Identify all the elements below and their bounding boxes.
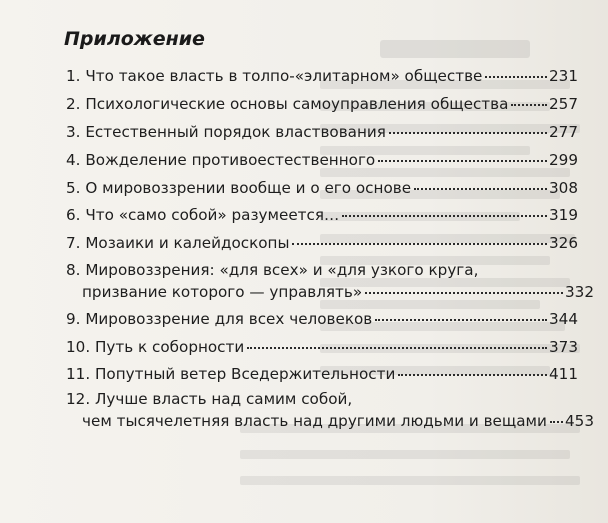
toc-item [66, 121, 578, 143]
dot-leader [414, 188, 547, 190]
toc-title: чем тысячелетняя власть над другими людьми и вещами [82, 412, 547, 430]
dot-leader [292, 243, 547, 245]
toc-title: Что такое власть в толпо-«элитарном» обществе [85, 67, 483, 85]
toc-item [66, 149, 578, 171]
toc-title: Мировоззрение для всех человеков [85, 310, 373, 328]
toc-title: Что «само собой» разумеется… [85, 206, 340, 224]
toc-title: Вожделение противоестественного [85, 151, 376, 169]
toc-item [66, 65, 578, 87]
toc-number: 1. [66, 67, 81, 85]
toc-item [66, 93, 578, 115]
toc-item [66, 308, 578, 330]
toc-page-number: 411 [549, 365, 578, 383]
toc-page-number: 308 [549, 179, 578, 197]
toc-number: 5. [66, 179, 81, 197]
toc-title: Путь к соборности [94, 338, 245, 356]
dot-leader [511, 104, 547, 106]
toc-number: 2. [66, 95, 81, 113]
toc-page-number: 453 [565, 412, 594, 430]
toc-number: 9. [66, 310, 81, 328]
dot-leader [342, 215, 547, 217]
dot-leader [375, 319, 547, 321]
toc-page-number: 231 [549, 67, 578, 85]
toc-item [66, 363, 578, 385]
toc-page-number: 344 [549, 310, 578, 328]
toc-title: О мировоззрении вообще и о его основе [85, 179, 412, 197]
toc-number: 8. [66, 261, 81, 279]
toc-number: 3. [66, 123, 81, 141]
toc-title-line1: Лучше власть над самим собой, [94, 390, 353, 408]
toc-title: Попутный ветер Вседержительности [94, 365, 396, 383]
dot-leader [485, 76, 547, 78]
dot-leader [550, 421, 563, 423]
toc-page-number: 373 [549, 338, 578, 356]
dot-leader [398, 374, 547, 376]
toc-item [66, 388, 594, 432]
toc-title: Психологические основы самоуправления общества [85, 95, 509, 113]
toc-item [66, 204, 578, 226]
dot-leader [389, 132, 547, 134]
toc-number: 10. [66, 338, 91, 356]
section-title: Приложение [64, 28, 205, 50]
dot-leader [365, 292, 563, 294]
toc-page-number: 319 [549, 206, 578, 224]
toc-page-number: 326 [549, 234, 578, 252]
dot-leader [378, 160, 547, 162]
toc-title-line1: Мировоззрения: «для всех» и «для узкого круга, [85, 261, 479, 279]
toc-number: 6. [66, 206, 81, 224]
toc-page-number: 299 [549, 151, 578, 169]
toc-number: 12. [66, 390, 91, 408]
toc-title: Естественный порядок властвования [85, 123, 386, 141]
toc-number: 4. [66, 151, 81, 169]
toc-page-number: 277 [549, 123, 578, 141]
toc-item [66, 177, 578, 199]
toc-title: Мозаики и калейдоскопы [85, 234, 290, 252]
toc-number: 7. [66, 234, 81, 252]
toc-number: 11. [66, 365, 91, 383]
dot-leader [247, 347, 547, 349]
toc-page-number: 332 [565, 283, 594, 301]
toc-item [66, 259, 594, 303]
toc-item [66, 232, 578, 254]
toc-title: призвание которого — управлять» [82, 283, 363, 301]
toc-page-number: 257 [549, 95, 578, 113]
toc-item [66, 336, 578, 358]
